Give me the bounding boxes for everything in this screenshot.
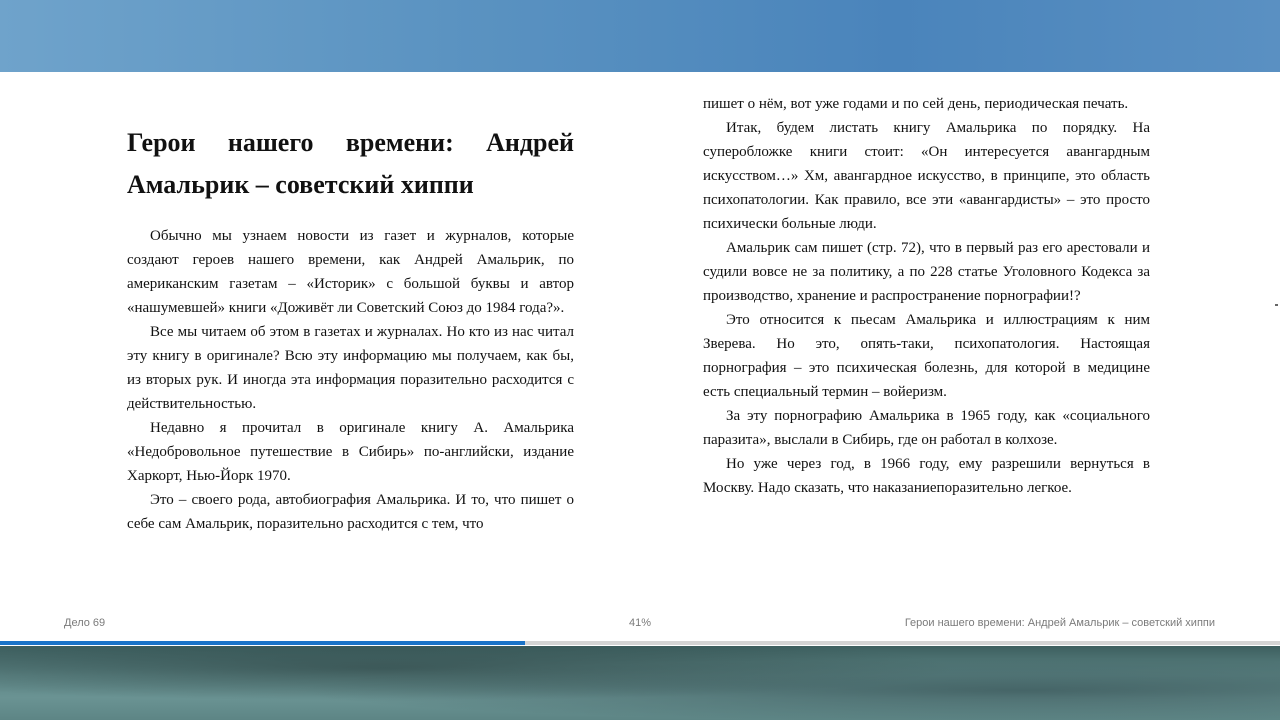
- scroll-indicator: [1275, 304, 1278, 306]
- footer-progress-percent: 41%: [629, 617, 652, 629]
- paragraph: Это относится к пьесам Амальрика и иллюстрациям к ним Зверева. Но это, опять-таки, психопатология. Настоящая порнография – это психическая болезнь, для которой в медицине есть специальный термин – войеризм.: [703, 312, 1150, 400]
- right-page[interactable]: [703, 92, 1150, 500]
- paragraph-continuation: пишет о нём, вот уже годами и по сей день, периодическая печать.: [703, 96, 1129, 112]
- footer-section-name: Дело 69: [64, 617, 106, 629]
- left-page[interactable]: [127, 122, 574, 536]
- desktop-background-top: [0, 0, 1280, 72]
- paragraph: За эту порнографию Амальрика в 1965 году, как «социального паразита», выслали в Сибирь, где он работал в колхозе.: [703, 408, 1150, 448]
- reading-progress-bar[interactable]: [0, 641, 1280, 645]
- paragraph: Амальрик сам пишет (стр. 72), что в первый раз его арестовали и судили вовсе не за политику, а по 228 статье Уголовного Кодекса за производство, хранение и распространение порнографии!?: [703, 240, 1150, 304]
- paragraph: Все мы читаем об этом в газетах и журналах. Но кто из нас читал эту книгу в оригинале? Всю эту информацию мы получаем, как бы, из вторых рук. И иногда эта информация поразительно расходится с действительностью.: [127, 324, 574, 412]
- reading-progress-fill: [0, 641, 525, 645]
- reader-window: [0, 72, 1280, 646]
- footer-chapter-title: Герои нашего времени: Андрей Амальрик – советский хиппи: [904, 617, 1215, 629]
- desktop-background-bottom: [0, 646, 1280, 720]
- paragraph: Недавно я прочитал в оригинале книгу А. Амальрика «Недобровольное путешествие в Сибирь» по-английски, издание Харкорт, Нью-Йорк 1970.: [127, 420, 574, 484]
- paragraph: Итак, будем листать книгу Амальрика по порядку. На суперобложке книги стоит: «Он интересуется авангардным искусством…» Хм, авангардное искусство, в принципе, это область психопатологии. Как правило, все эти «авангардисты» – это просто психически больные люди.: [703, 120, 1150, 232]
- paragraph: Но уже через год, в 1966 году, ему разрешили вернуться в Москву. Надо сказать, что наказаниепоразительно легкое.: [703, 456, 1150, 496]
- paragraph: Обычно мы узнаем новости из газет и журналов, которые создают героев нашего времени, как Андрей Амальрик, по американским газетам – «Историк» с большой буквы и автор «нашумевшей» книги «Доживёт ли Советский Союз до 1984 года?».: [127, 228, 574, 316]
- paragraph: Это – своего рода, автобиография Амальрика. И то, что пишет о себе сам Амальрик, поразительно расходится с тем, что: [127, 492, 574, 532]
- chapter-heading: Герои нашего времени: Андрей Амальрик – советский хиппи: [127, 128, 574, 199]
